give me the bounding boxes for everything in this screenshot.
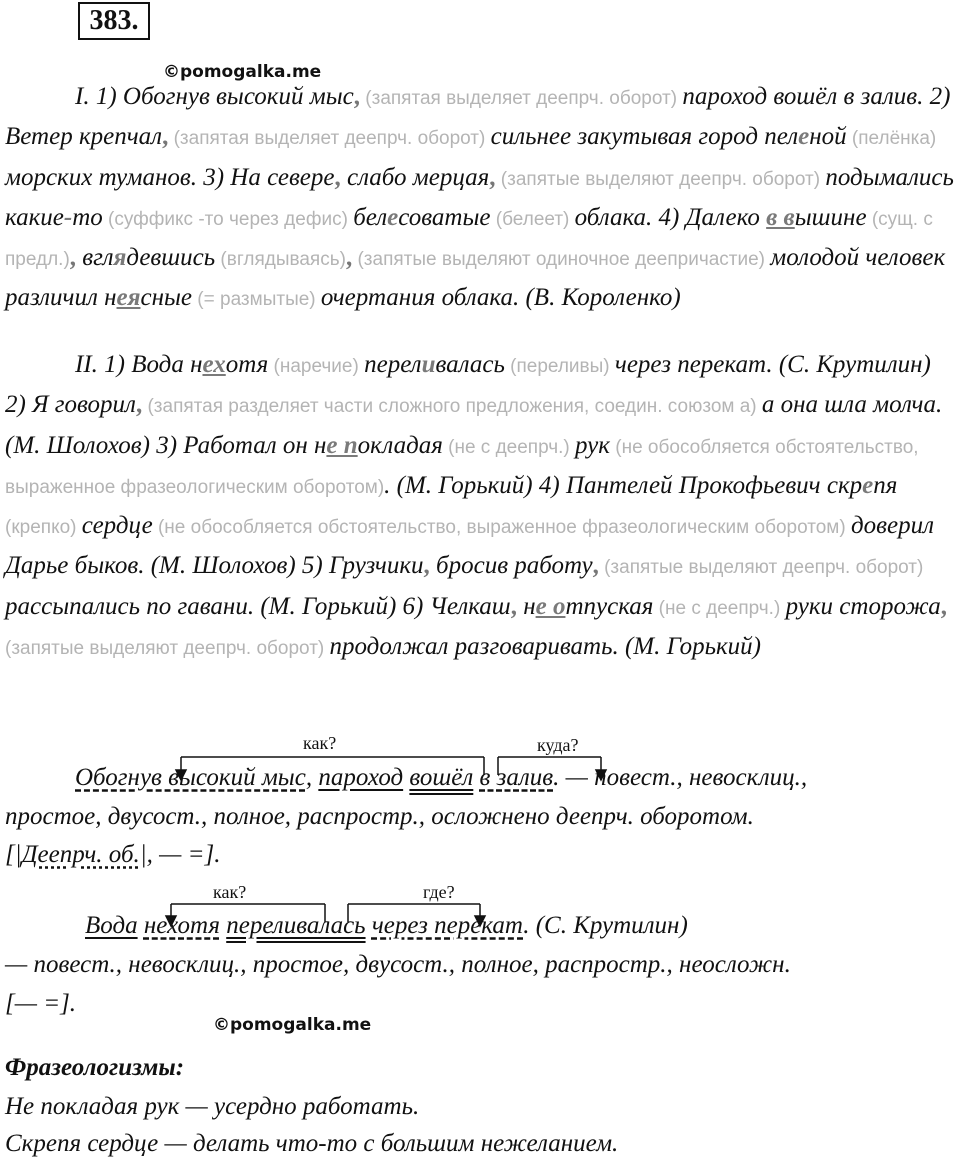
text-segment: - <box>63 203 73 231</box>
text-segment: нка) <box>900 128 937 150</box>
text-segment: , <box>345 244 353 272</box>
text-segment: перел <box>364 351 422 378</box>
predicate: переливалась <box>226 912 366 939</box>
text-segment: (запятые выделяют деепрч. оборот) <box>495 168 826 190</box>
text-segment: , <box>162 123 169 151</box>
text-segment: (запятая выделяет деепрч. оборот) <box>360 88 683 109</box>
text-segment: и <box>421 351 436 378</box>
adverbial-participle-phrase: Обогнув высокий мыс <box>75 764 306 791</box>
text-segment: (сущ. с предл.) <box>5 208 933 271</box>
adverbial: в залив <box>479 764 554 791</box>
analysis-1-sentence: Обогнув высокий мыс, пароход вошёл в залив. — повест., невосклиц., <box>75 764 808 791</box>
text-segment: рассыпались по гавани. (М. Горький) 6) Челкаш <box>5 592 511 620</box>
text-segment: пко) <box>40 517 82 539</box>
text-segment: сные <box>140 284 193 312</box>
predicate: вошёл <box>409 764 474 791</box>
text-segment: очертания облака. (В. Короленко) <box>320 284 681 312</box>
text-segment: (пел <box>846 128 890 150</box>
text-segment: пя <box>873 471 898 499</box>
analysis-2-line-2: — повест., невосклиц., простое, двусост., полное, распростр., неосложн. <box>5 951 791 978</box>
text-segment: морских туманов. 3) На севере <box>5 163 335 191</box>
text-segment: вгл <box>76 244 114 272</box>
analysis-2-formula: [— =]. <box>5 990 77 1017</box>
text-segment: руки сторожа <box>785 592 941 620</box>
text-segment: тпуская <box>565 592 654 620</box>
phraseology-heading: Фразеологизмы: <box>5 1054 185 1081</box>
text-segment: I. 1) Обогнув высокий мыс <box>75 83 354 110</box>
text-segment: через перекат. (С. Крутилин) 2) Я говорил <box>5 351 931 419</box>
text-segment: я <box>254 249 265 271</box>
text-segment: (суффикс -то через дефис) <box>102 208 354 230</box>
text-segment: отя <box>225 351 269 378</box>
text-segment: , <box>489 163 496 191</box>
text-segment: бросив работу <box>429 552 593 580</box>
text-segment: е о <box>535 592 566 620</box>
analysis-2-sentence: Вода нехотя переливалась через перекат. (С. Крутилин) <box>85 912 688 939</box>
subject: пароход <box>318 764 404 791</box>
text-segment: девшись <box>126 244 216 272</box>
text-segment: (= размытые) <box>192 289 321 311</box>
characteristics: . — повест., невосклиц., <box>553 764 808 791</box>
question-how-2: как? <box>213 882 247 902</box>
analysis-1-formula: [|Деепрч. об.|, — =]. <box>5 841 221 868</box>
text-segment: (вгл <box>215 249 255 271</box>
exercise-number: 383. <box>78 2 150 40</box>
text-segment: вы) <box>579 356 615 377</box>
text-segment: , <box>510 592 517 620</box>
phraseology-item-1: Не покладая рук — усердно работать. <box>5 1093 420 1120</box>
text-segment: е <box>798 123 810 151</box>
watermark-bottom: ©pomogalka.me <box>213 1015 372 1035</box>
text-segment: е <box>533 208 545 230</box>
text-segment: (запятая разделяет части сложного предложения, соедин. союзом а) <box>142 396 762 418</box>
text-segment: (запятые выделяют одиночное деепричастие) <box>352 249 771 271</box>
watermark-top: ©pomogalka.me <box>163 62 322 82</box>
text-segment: а она шла молча. (М. Шолохов) 3) Работал он н <box>5 391 943 459</box>
text-segment: ея <box>116 284 141 312</box>
text-segment: ет) <box>544 208 575 230</box>
text-segment: облака. 4) Далеко <box>574 203 767 231</box>
question-how-1: как? <box>303 733 337 753</box>
text-segment: (наречие) <box>268 356 365 377</box>
text-segment: (не обособляется обстоятельство, выраженное фразеологическим оборотом) <box>5 436 919 498</box>
text-segment: е <box>30 517 41 539</box>
text-segment: подымались какие <box>5 163 954 231</box>
text-segment: ной <box>809 123 847 151</box>
text-segment: , <box>423 552 430 580</box>
text-segment: (не обособляется обстоятельство, выраженное фразеологическим оборотом) <box>152 517 851 539</box>
text-segment: в в <box>766 203 795 231</box>
question-where-2: где? <box>423 882 455 902</box>
text-segment: окладая <box>357 431 443 459</box>
text-segment: доверил Дарье быков. (М. Шолохов) 5) Грузчики <box>5 512 934 580</box>
text-segment: , <box>135 391 143 419</box>
text-segment: е <box>862 471 874 499</box>
text-segment: ышине <box>794 203 867 231</box>
text-segment: , <box>353 83 360 110</box>
text-segment: валась <box>435 351 505 378</box>
text-segment: я <box>113 244 127 272</box>
text-segment: пароход вошёл в залив. 2) Ветер крепчал <box>5 83 951 151</box>
text-segment: (бел <box>490 208 534 230</box>
text-segment: е п <box>326 431 358 459</box>
text-segment: , <box>592 552 599 580</box>
text-segment: ё <box>889 128 901 150</box>
text-segment: (запятые выделяют деепрч. оборот) <box>5 638 330 660</box>
text-segment: н <box>516 592 536 620</box>
text-segment: соватые <box>398 203 491 231</box>
text-segment: . (М. Горький) 4) Пантелей Прокофьевич скр <box>384 471 863 499</box>
subject: Вода <box>85 912 138 939</box>
text-segment: е <box>387 203 399 231</box>
analysis-1-line-2: простое, двусост., полное, распростр., осложнено деепрч. оборотом. <box>5 803 754 830</box>
text-segment: и <box>568 356 580 377</box>
adverbial-how: нехотя <box>143 912 220 939</box>
text-segment: рук <box>575 431 610 459</box>
text-segment: ех <box>202 351 226 378</box>
text-segment: , <box>334 163 341 191</box>
text-segment: (запятые выделяют деепрч. оборот) <box>598 557 924 579</box>
text-segment: II. 1) Вода н <box>75 351 203 378</box>
text-segment: дываясь) <box>264 249 346 271</box>
text-segment: (перел <box>504 356 569 377</box>
text-segment: (не с деепрч.) <box>653 597 786 619</box>
text-segment: (кр <box>5 517 31 539</box>
text-segment: сильнее закутывая город пел <box>490 123 799 151</box>
text-segment: то <box>72 203 103 231</box>
text-segment: , <box>940 592 947 620</box>
text-segment: слабо мерцая <box>340 163 490 191</box>
text-segment: бел <box>353 203 388 231</box>
text-segment: , <box>69 244 77 272</box>
text-segment: продолжал разговаривать. (М. Горький) <box>329 633 761 661</box>
adverbial-where: через перекат <box>371 912 524 939</box>
phraseology-item-2: Скрепя сердце — делать что-то с большим нежеланием. <box>5 1130 619 1157</box>
text-segment: молодой человек различил н <box>5 244 946 312</box>
question-where-1: куда? <box>537 735 579 755</box>
text-segment: (запятая выделяет деепрч. оборот) <box>168 128 491 150</box>
text-segment: (не с деепрч.) <box>442 436 576 458</box>
text-segment: сердце <box>81 512 153 540</box>
